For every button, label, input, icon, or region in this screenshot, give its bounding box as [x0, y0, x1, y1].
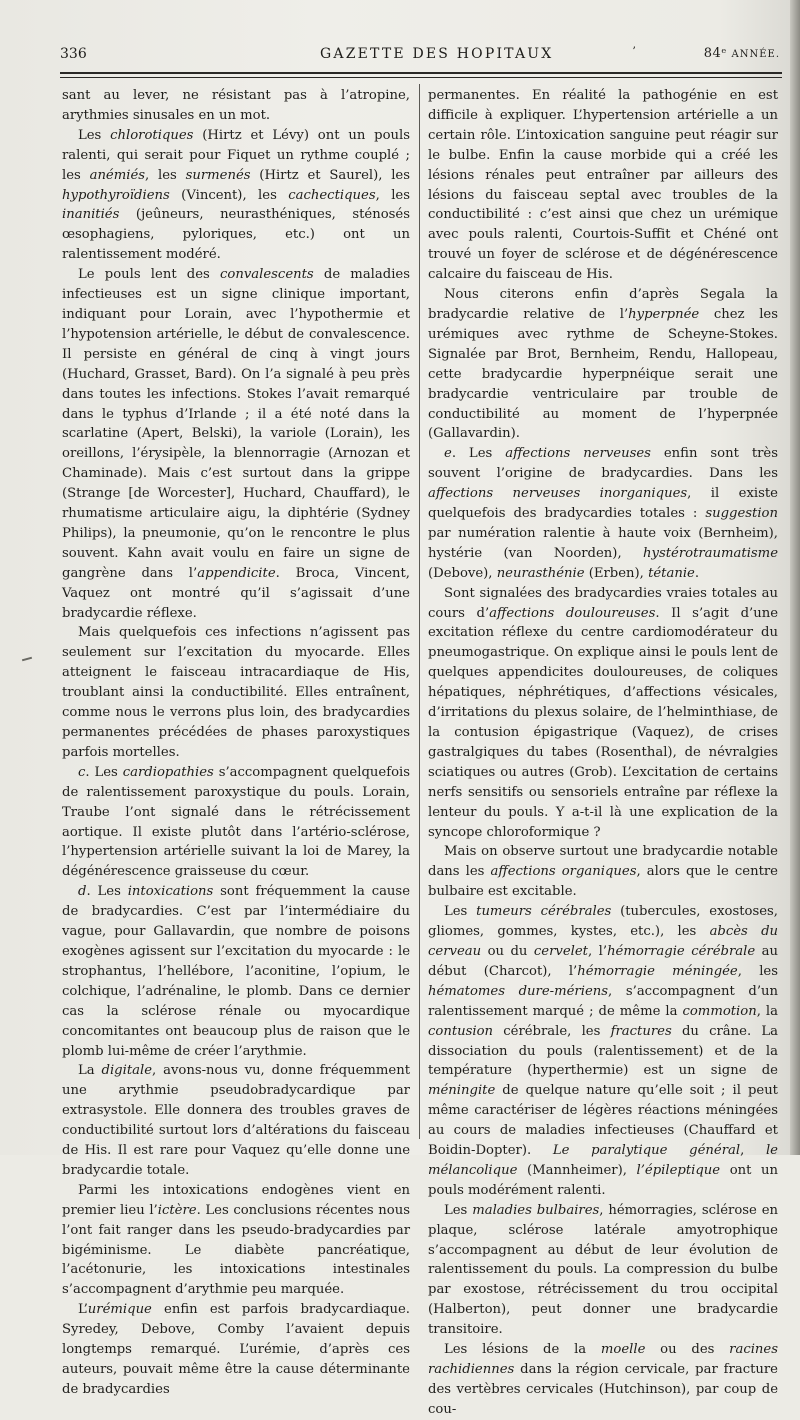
volume-year [704, 46, 780, 61]
text-run: Mais quelquefois ces infections n’agissent pas seulement sur l’excitation du myocarde. Elles atteignent le faisceau intracardiaque de His, troublant ainsi la conductibilité. Elles entraînent, comme nous le verrons plus loin, des bradycardies permanentes précédées de phases paroxystiques parfois mortelles. [62, 625, 410, 760]
paragraph [62, 1061, 410, 1180]
text-run: (Vincent), les [169, 187, 289, 203]
italic-term: fractures [610, 1023, 672, 1039]
italic-term: ictère [157, 1202, 197, 1218]
text-run: de maladies infectieuses est un signe clinique important, indiquant pour Lorain, avec l’hypothermie et l’hypotension artérielle, le début de convalescence. Il persiste en général de cinq à vingt jours (Huchard, Grasset, Bard). On l’a signalé à peu près dans toutes les infections. Stokes l’avait remarqué dans le typhus d’Irlande ; il a été noté dans la scarlatine (Apert, Belski), la variole (Lorain), les oreillons, l’érysipèle, la blennorragie (Arnozan et Chaminade). Mais c’est surtout dans la grippe (Strange [de Worcester], Huchard, Chauffard), le rhumatisme articulaire aigu, la diphtérie (Sydney Philips), la pneumonie, qu’on le rencontre le plus souvent. Kahn avait voulu en faire un signe de gangrène dans l’ [62, 267, 410, 581]
italic-term: commotion [682, 1003, 757, 1019]
italic-term: affections nerveuses [505, 446, 651, 462]
text-run: sont fréquemment la cause de bradycardies. C’est par l’intermédiaire du vague, pour Gallavardin, que nombre de poisons exogènes agissent sur l’excitation du myocarde : le strophantus, l’hellébore, l’aconitine, l’opium, le colchique, l’adrénaline, le plomb. Dans ce dernier cas la sclérose rénale ou myocardique concomitantes ont beaucoup plus de raison que le plomb lui-même de créer l’arythmie. [62, 884, 411, 1059]
paragraph [62, 1181, 410, 1300]
text-run: , il existe quelquefois des bradycardies totales : [428, 486, 778, 522]
text-run: de quelque nature qu’elle soit ; il peut même caractériser de légères réactions méningées au cours de maladies infectieuses (Chauffard et Boidin-Dopter). [428, 1083, 778, 1159]
italic-term: hyperpnée [628, 306, 700, 322]
left-column [62, 86, 410, 1400]
text-run: du crâne. La dissociation du pouls (ralentissement) et de la température (hyperthermie) est un signe de [428, 1023, 778, 1079]
running-title: GAZETTE DES HOPITAUX [320, 46, 554, 62]
italic-term: intoxications [127, 884, 214, 900]
text-run: Mais on observe surtout une bradycardie notable dans les [428, 844, 778, 880]
italic-term: Le paralytique général [552, 1143, 741, 1159]
italic-term: surmenés [185, 167, 251, 183]
paragraph [428, 285, 778, 444]
italic-term: hypothyroïdiens [62, 187, 170, 203]
text-run: Parmi les intoxications endogènes vient en premier lieu l’ [62, 1182, 410, 1218]
italic-term: convalescents [220, 267, 314, 283]
text-run: . Les conclusions récentes nous l’ont fait ranger dans les pseudo-bradycardies par bigéminisme. Le diabète pancréatique, l’acétonurie, les intoxications intestinales s’accompagnent d’arythmie peu marquée. [62, 1202, 410, 1298]
text-run: . Les [86, 884, 128, 900]
text-run: enfin sont très souvent l’origine de bradycardies. Dans les [428, 446, 778, 482]
italic-term: appendicite [197, 565, 276, 581]
italic-term: hémorragie méningée [577, 963, 738, 979]
text-run: dans la région cervicale, par fracture des vertèbres cervicales (Hutchinson), par coup de cou- [428, 1362, 778, 1417]
text-run: ou des [645, 1342, 730, 1358]
italic-term: affections douloureuses [489, 605, 656, 621]
text-run: , s’accompagnent d’un ralentissement marqué ; de même la [428, 983, 778, 1019]
paragraph [62, 265, 410, 623]
header-rule-thin [60, 77, 782, 78]
italic-term: suggestion [705, 506, 778, 522]
text-run: . Broca, Vincent, Vaquez ont montré qu’il s’agissait d’une bradycardie réflexe. [62, 565, 410, 621]
text-run: . [694, 565, 700, 581]
italic-term: chlorotiques [110, 127, 194, 143]
text-run: chez les urémiques avec rythme de Scheyne-Stokes. Signalée par Brot, Bernheim, Rendu, Hallopeau, cette bradycardie hyperpnéique serait une bradycardie ventriculaire par trouble de conductibilité au moment de l’hyperpnée (Gallavardin). [428, 306, 778, 442]
text-run: (jeûneurs, neurasthéniques, sténosés œsophagiens, pyloriques, etc.) ont un ralentissement modéré. [62, 207, 410, 263]
text-run: permanentes. En réalité la pathogénie en est difficile à expliquer. L’hypertension artérielle a un certain rôle. L’intoxication sanguine peut réagir sur le bulbe. Enfin la cause morbide qui a créé les lésions rénales peut entraîner par ailleurs des lésions du faisceau septal avec troubles de la conductibilité : c’est ainsi que chez un urémique avec pouls ralenti, Courtois-Suffit et Chéné ont trouvé un foyer de sclérose et de dégénérescence calcaire du faisceau de His. [428, 88, 778, 283]
text-run: s’accompagnent quelquefois de ralentissement paroxystique du pouls. Lorain, Traube l’ont signalé dans le rétrécissement aortique. Il existe plutôt dans l’artério-sclérose, l’hypertension artérielle suivant la loi de Marey, la dégénérescence graisseuse du cœur. [62, 764, 411, 880]
italic-term: inanitiés [62, 207, 120, 223]
text-run: enfin est parfois bradycardiaque. Syredey, Debove, Comby l’avaient depuis longtemps remarqué. L’urémie, d’après ces auteurs, pouvait même être la cause déterminante de bradycardies [62, 1302, 410, 1397]
italic-term: tétanie [648, 565, 695, 581]
text-run: (Erben), [584, 565, 649, 581]
italic-term: c [78, 764, 86, 780]
italic-term: hémorragie cérébrale [607, 943, 756, 959]
italic-term: neurasthénie [496, 565, 585, 581]
text-run: (tubercules, exostoses, gliomes, gommes, kystes, etc.), les [428, 904, 778, 940]
text-run: . Il s’agit d’une excitation réflexe du centre cardiomodérateur du pneumogastrique. On explique ainsi le pouls lent de quelques appendicites douloureuses, de coliques hépatiques, néphrétiques, d’affections vésicales, d’irritations du plexus solaire, de l’helminthiase, de la contusion épigastrique (Vaquez), de crises gastralgiques du tabes (Rosenthal), de névralgies sciatiques ou autres (Grob). L’excitation de certains nerfs sensitifs ou sensoriels entraîne par réflexe la lenteur du pouls. Y a-t-il là une explication de la syncope chloroformique ? [428, 605, 779, 840]
italic-term: maladies bulbaires [472, 1202, 600, 1218]
text-run: (Hirtz et Saurel), les [250, 167, 410, 183]
italic-term: l’épileptique [636, 1162, 721, 1178]
text-run: , [740, 1143, 766, 1159]
text-run: . Les [451, 446, 506, 462]
paragraph [62, 623, 410, 762]
text-run: (Debove), [428, 565, 497, 581]
italic-term: le mélancolique [428, 1143, 778, 1178]
text-run: Le pouls lent des [78, 267, 221, 283]
margin-pencil-mark [22, 657, 32, 662]
text-run: , les [145, 167, 186, 183]
italic-term: urémique [87, 1302, 152, 1318]
text-run: sant au lever, ne résistant pas à l’atropine, arythmies sinusales en un mot. [62, 88, 410, 123]
paragraph [428, 1340, 778, 1420]
header-rule-thick [60, 72, 782, 74]
italic-term: abcès du cerveau [428, 924, 779, 959]
text-run: Sont signalées des bradycardies vraies totales au cours d’ [428, 585, 778, 621]
paragraph [428, 842, 778, 902]
italic-term: anémiés [89, 167, 146, 183]
ink-mark: ʼ [632, 45, 637, 58]
italic-term: hématomes dure-mériens [428, 983, 609, 999]
text-run: , avons-nous vu, donne fréquemment une arythmie pseudobradycardique par extrasystole. Elle donnera des troubles graves de conductibilité surtout lors d’altérations du faisceau de His. Il est rare pour Vaquez qu’elle donne une bradycardie totale. [62, 1063, 411, 1178]
text-run: , hémorragies, sclérose en plaque, sclérose latérale amyotrophique s’accompagnent au début de leur évolution de ralentissement du pouls. La compression du bulbe par exostose, rétrécissement du trou occipital (Halberton), peut donner une bradycardie transitoire. [428, 1202, 778, 1338]
text-run: Les [444, 1202, 473, 1218]
italic-term: cardiopathies [122, 764, 214, 780]
text-run: cérébrale, les [493, 1023, 611, 1039]
paragraph [62, 126, 410, 265]
text-run: , alors que le centre bulbaire est excitable. [428, 864, 778, 900]
text-run: (Hirtz et Lévy) ont un pouls ralenti, qui serait pour Fiquet un rythme couplé ; les [62, 127, 410, 183]
text-run: Nous citerons enfin d’après Segala la bradycardie relative de l’ [428, 287, 778, 322]
text-run: , les [375, 187, 410, 203]
italic-term: tumeurs cérébrales [476, 904, 612, 920]
page-number: 336 [60, 46, 87, 62]
italic-term: méningite [428, 1083, 496, 1099]
text-run: , la [756, 1003, 778, 1019]
page-header [60, 46, 780, 66]
paragraph-continuation [428, 86, 778, 285]
paragraph [428, 584, 778, 843]
italic-term: e [444, 446, 452, 462]
text-run: (Mannheimer), [517, 1162, 637, 1178]
italic-term: cervelet [533, 943, 588, 959]
text-run: ou du [481, 943, 534, 959]
text-run: L’ [78, 1302, 88, 1318]
italic-term: digitale [101, 1063, 153, 1079]
text-run: Les [444, 904, 477, 920]
paragraph [62, 882, 410, 1061]
paragraph [62, 763, 410, 882]
italic-term: hystérotraumatisme [643, 545, 778, 561]
italic-term: racines rachidiennes [428, 1342, 778, 1377]
paragraph-continuation [62, 86, 410, 126]
paragraph [428, 902, 778, 1201]
italic-term: moelle [600, 1342, 646, 1358]
text-run: , les [737, 963, 778, 979]
italic-term: contusion [428, 1023, 494, 1039]
paragraph [428, 444, 778, 583]
column-divider [419, 84, 420, 1139]
year-word: ANNÉE. [731, 49, 780, 60]
paragraph [62, 1300, 410, 1400]
text-run: Les lésions de la [444, 1342, 601, 1358]
italic-term: d [78, 884, 87, 900]
text-run: , l’ [587, 943, 608, 959]
italic-term: affections nerveuses inorganiques [428, 486, 688, 502]
text-run: . Les [85, 764, 123, 780]
text-run: La [78, 1063, 102, 1079]
text-run: Les [78, 127, 111, 143]
paragraph [428, 1201, 778, 1340]
italic-term: cachectiques [288, 187, 376, 203]
italic-term: affections organiques [490, 864, 637, 880]
right-column [428, 86, 778, 1420]
text-run: par numération ralentie à haute voix (Bernheim), hystérie (van Noorden), [428, 525, 778, 561]
text-run: au début (Charcot), l’ [428, 943, 778, 979]
year-number: 84ᵉ [703, 46, 727, 61]
text-run: ont un pouls modérément ralenti. [428, 1162, 778, 1198]
page-edge-shadow [790, 0, 800, 1155]
